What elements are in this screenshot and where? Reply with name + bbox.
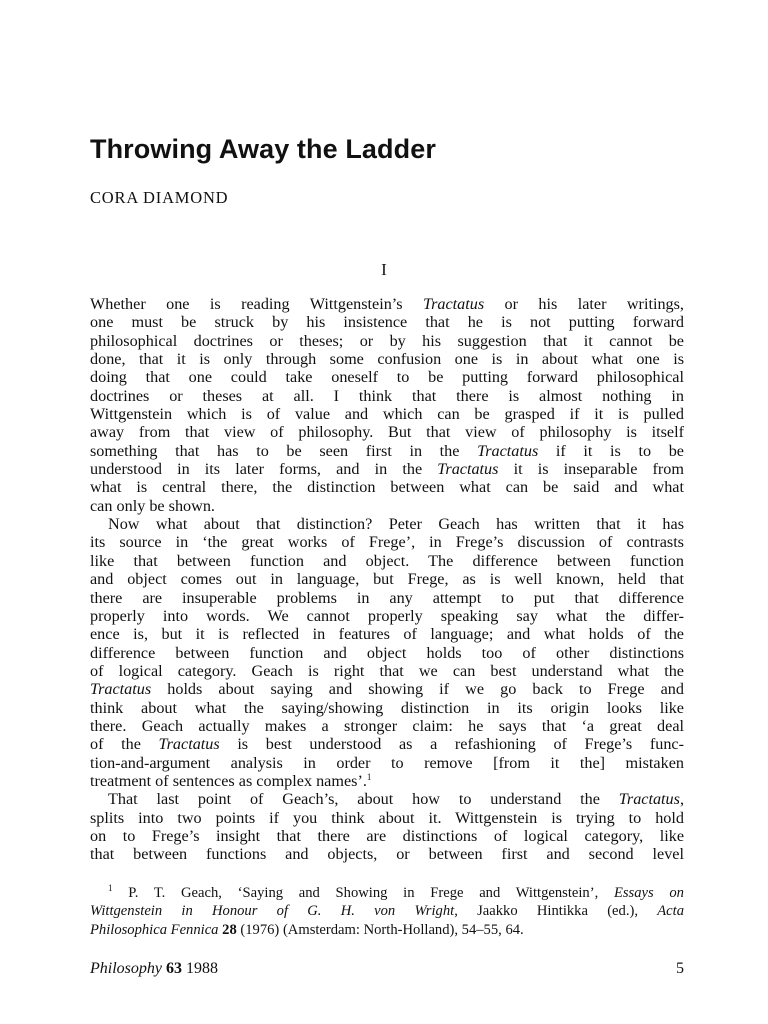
text-run: one must be struck by his insistence that he is not putting forward (90, 313, 684, 332)
page-number: 5 (676, 960, 684, 977)
paragraph (90, 295, 684, 515)
text-run: it is inseparable from (498, 460, 684, 479)
text-line (90, 809, 684, 827)
text-run: done, that it is only through some confusion one is in about what one is (90, 350, 684, 369)
paragraph (90, 790, 684, 863)
text-line (90, 699, 684, 717)
text-run: splits into two points if you think about it. Wittgenstein is trying to hold (90, 808, 684, 827)
text-run: of the (90, 735, 159, 754)
text-run: treatment of sentences as complex names’. (90, 771, 367, 790)
text-line (90, 332, 684, 350)
text-run: is best understood as a refashioning of Frege’s func- (219, 735, 684, 754)
text-run: Tractatus (437, 460, 499, 479)
journal-year: 1988 (186, 960, 218, 977)
text-run: on to Frege’s insight that there are distinctions of logical category, like (90, 826, 684, 845)
text-line (90, 827, 684, 845)
text-run: there are insuperable problems in any attempt to put that difference (90, 588, 684, 607)
text-line (90, 589, 684, 607)
text-run: holds about saying and showing if we go back to Frege and (151, 680, 684, 699)
text-run: its source in ‘the great works of Frege’, in Frege’s discussion of contrasts (90, 533, 684, 552)
text-run: , (679, 790, 684, 809)
text-line (90, 735, 684, 753)
text-run: can only be shown. (90, 496, 215, 515)
text-run: philosophical doctrines or theses; or by his suggestion that it cannot be (90, 331, 684, 350)
text-line (90, 884, 684, 902)
text-line (90, 478, 684, 496)
text-line (90, 350, 684, 368)
text-line (90, 644, 684, 662)
text-run: of logical category. Geach is right that we can best understand what the (90, 661, 684, 680)
text-run: Wittgenstein which is of value and which can be grasped if it is pulled (90, 405, 684, 424)
text-run: Wittgenstein in Honour of G. H. von Wright (90, 903, 455, 920)
text-line (90, 680, 684, 698)
text-run: 28 (222, 921, 237, 938)
text-line (90, 295, 684, 313)
text-run: and object comes out in language, but Frege, as is well known, held that (90, 570, 684, 589)
text-line (90, 845, 684, 863)
text-run: understood in its later forms, and in the (90, 460, 438, 479)
text-line (90, 902, 684, 920)
text-run: think about what the saying/showing distinction in its origin looks like (90, 698, 684, 717)
article-author: CORA DIAMOND (90, 188, 229, 207)
text-run: there. Geach actually makes a stronger claim: he says that ‘a great deal (90, 716, 684, 735)
text-run: Essays on (613, 885, 684, 901)
text-run: properly into words. We cannot properly speaking say what the differ- (90, 606, 684, 625)
text-run: Now what about that distinction? Peter Geach has written that it has (108, 515, 684, 534)
footnote (90, 884, 684, 939)
article-title: Throwing Away the Ladder (90, 134, 436, 164)
footnote-marker: 1 (108, 883, 113, 893)
text-run: something that has to be seen first in the (90, 441, 478, 460)
text-run: P. T. Geach, ‘Saying and Showing in Frege and Wittgenstein’, (112, 885, 614, 901)
text-run: Tractatus (158, 735, 220, 754)
text-run: Tractatus (477, 441, 539, 460)
text-run: that between functions and objects, or between first and second level (90, 845, 684, 864)
text-run: , Jaakko Hintikka (ed.), (454, 903, 658, 920)
text-line (90, 387, 684, 405)
text-run: Acta (657, 903, 684, 920)
body-text (90, 295, 684, 864)
text-line (90, 423, 684, 441)
text-line (90, 754, 684, 772)
text-line (90, 921, 684, 939)
text-run: or his later writings, (484, 295, 684, 313)
text-run: away from that view of philosophy. But that view of philosophy is itself (90, 423, 684, 442)
text-line (90, 625, 684, 643)
footnote-marker: 1 (366, 771, 372, 782)
text-line (90, 790, 684, 808)
text-run: Tractatus (422, 295, 485, 313)
text-line (90, 662, 684, 680)
journal-footer (90, 960, 218, 978)
text-run: like that between function and object. The difference between function (90, 551, 684, 570)
text-run: what is central there, the distinction between what can be said and what (90, 478, 684, 497)
text-line (90, 313, 684, 331)
journal-name: Philosophy (90, 960, 162, 977)
text-line (90, 772, 684, 790)
text-line (90, 552, 684, 570)
journal-volume: 63 (166, 960, 182, 977)
text-line (90, 368, 684, 386)
section-number: I (381, 260, 387, 279)
text-run: (1976) (Amsterdam: North-Holland), 54–55, 64. (236, 921, 524, 938)
text-run: difference between function and object holds too of other distinctions (90, 643, 684, 662)
text-line (90, 533, 684, 551)
text-line (90, 607, 684, 625)
paragraph (90, 515, 684, 790)
text-run: Tractatus (90, 680, 152, 699)
text-line (90, 717, 684, 735)
text-line (90, 405, 684, 423)
text-run: That last point of Geach’s, about how to understand the (108, 790, 619, 809)
text-line (90, 497, 684, 515)
text-run: ence is, but it is reflected in features of language; and what holds of the (90, 625, 684, 644)
text-line (90, 460, 684, 478)
text-line (90, 442, 684, 460)
text-run: Whether one is reading Wittgenstein’s (90, 295, 423, 313)
text-run: doctrines or theses at all. I think that there is almost nothing in (90, 386, 684, 405)
text-run: if it is to be (538, 441, 684, 460)
text-run: tion-and-argument analysis in order to remove [from it the] mistaken (90, 753, 684, 772)
text-line (90, 570, 684, 588)
text-run: Tractatus (618, 790, 680, 809)
footnote-text (90, 884, 684, 939)
text-line (90, 515, 684, 533)
text-run: doing that one could take oneself to be putting forward philosophical (90, 368, 684, 387)
text-run: Philosophica Fennica (90, 921, 219, 938)
